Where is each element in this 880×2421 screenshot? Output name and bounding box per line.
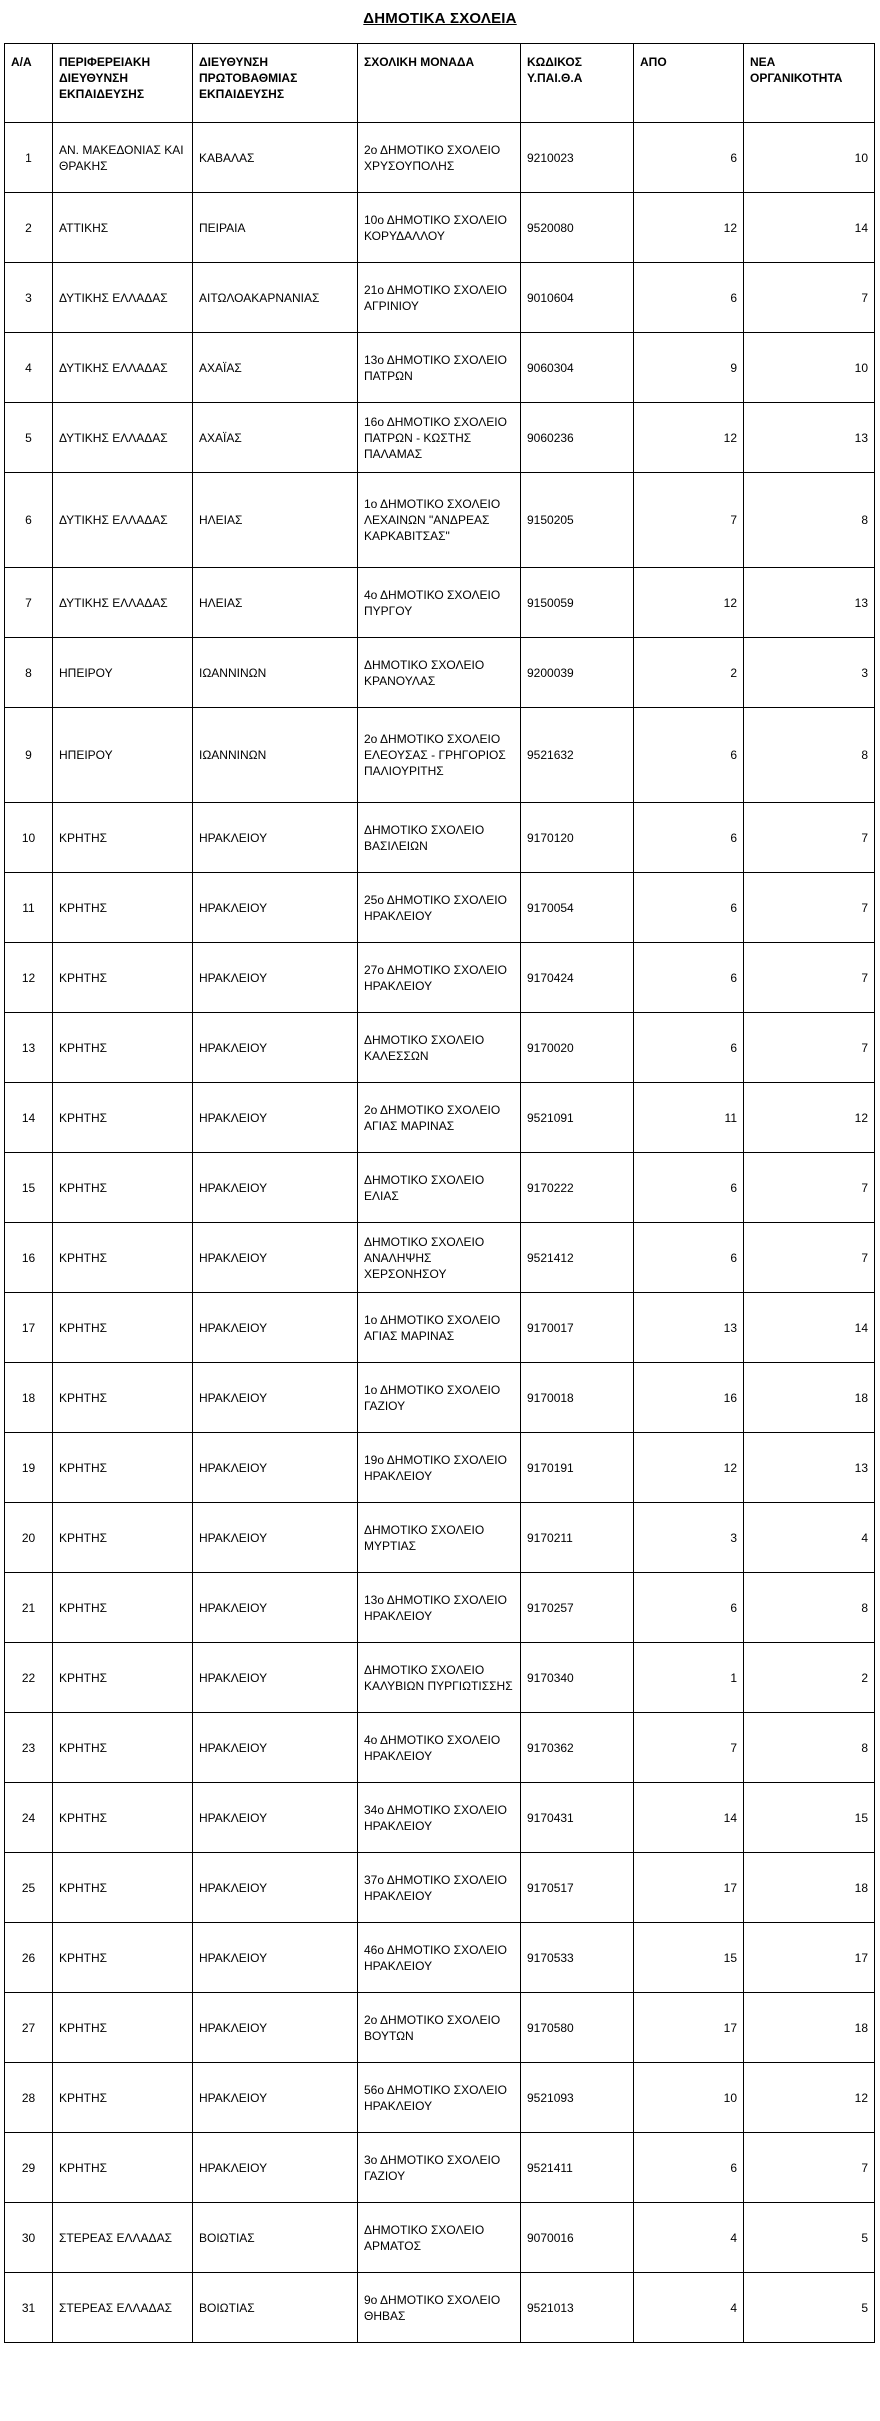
- cell-code: 9170362: [521, 1713, 634, 1783]
- cell-new: 4: [744, 1503, 875, 1573]
- cell-directorate: ΗΡΑΚΛΕΙΟΥ: [193, 1783, 358, 1853]
- table-row: [5, 638, 875, 708]
- cell-aa: 9: [5, 708, 53, 803]
- cell-aa: 23: [5, 1713, 53, 1783]
- cell-from: 12: [634, 403, 744, 473]
- cell-new: 8: [744, 1713, 875, 1783]
- cell-directorate: ΗΡΑΚΛΕΙΟΥ: [193, 1643, 358, 1713]
- cell-from: 6: [634, 123, 744, 193]
- cell-code: 9150059: [521, 568, 634, 638]
- cell-code: 9170020: [521, 1013, 634, 1083]
- cell-code: 9060304: [521, 333, 634, 403]
- cell-school: 13ο ΔΗΜΟΤΙΚΟ ΣΧΟΛΕΙΟ ΠΑΤΡΩΝ: [358, 333, 521, 403]
- cell-from: 6: [634, 1153, 744, 1223]
- table-row: [5, 403, 875, 473]
- cell-new: 7: [744, 943, 875, 1013]
- table-row: [5, 1433, 875, 1503]
- cell-region: ΔΥΤΙΚΗΣ ΕΛΛΑΔΑΣ: [53, 263, 193, 333]
- cell-region: ΑΤΤΙΚΗΣ: [53, 193, 193, 263]
- cell-region: ΚΡΗΤΗΣ: [53, 1153, 193, 1223]
- header-new: ΝΕΑ ΟΡΓΑΝΙΚΟΤΗΤΑ: [744, 44, 875, 123]
- cell-aa: 16: [5, 1223, 53, 1293]
- table-row: [5, 1503, 875, 1573]
- cell-aa: 10: [5, 803, 53, 873]
- cell-school: 2ο ΔΗΜΟΤΙΚΟ ΣΧΟΛΕΙΟ ΒΟΥΤΩΝ: [358, 1993, 521, 2063]
- cell-from: 4: [634, 2203, 744, 2273]
- cell-aa: 12: [5, 943, 53, 1013]
- cell-school: ΔΗΜΟΤΙΚΟ ΣΧΟΛΕΙΟ ΕΛΙΑΣ: [358, 1153, 521, 1223]
- cell-school: 1ο ΔΗΜΟΤΙΚΟ ΣΧΟΛΕΙΟ ΑΓΙΑΣ ΜΑΡΙΝΑΣ: [358, 1293, 521, 1363]
- cell-aa: 28: [5, 2063, 53, 2133]
- cell-region: ΚΡΗΤΗΣ: [53, 1713, 193, 1783]
- cell-directorate: ΗΡΑΚΛΕΙΟΥ: [193, 1993, 358, 2063]
- cell-aa: 8: [5, 638, 53, 708]
- table-row: [5, 1153, 875, 1223]
- cell-from: 6: [634, 1573, 744, 1643]
- cell-directorate: ΗΡΑΚΛΕΙΟΥ: [193, 1503, 358, 1573]
- cell-region: ΚΡΗΤΗΣ: [53, 1643, 193, 1713]
- cell-code: 9521093: [521, 2063, 634, 2133]
- cell-school: 27ο ΔΗΜΟΤΙΚΟ ΣΧΟΛΕΙΟ ΗΡΑΚΛΕΙΟΥ: [358, 943, 521, 1013]
- cell-from: 13: [634, 1293, 744, 1363]
- table-row: [5, 2063, 875, 2133]
- cell-directorate: ΗΛΕΙΑΣ: [193, 568, 358, 638]
- cell-directorate: ΑΧΑΪΑΣ: [193, 333, 358, 403]
- cell-school: 37ο ΔΗΜΟΤΙΚΟ ΣΧΟΛΕΙΟ ΗΡΑΚΛΕΙΟΥ: [358, 1853, 521, 1923]
- cell-new: 7: [744, 1223, 875, 1293]
- cell-directorate: ΗΡΑΚΛΕΙΟΥ: [193, 1923, 358, 1993]
- table-row: [5, 1713, 875, 1783]
- cell-new: 8: [744, 473, 875, 568]
- cell-school: 10ο ΔΗΜΟΤΙΚΟ ΣΧΟΛΕΙΟ ΚΟΡΥΔΑΛΛΟΥ: [358, 193, 521, 263]
- cell-from: 12: [634, 568, 744, 638]
- cell-school: ΔΗΜΟΤΙΚΟ ΣΧΟΛΕΙΟ ΚΑΛΕΣΣΩΝ: [358, 1013, 521, 1083]
- cell-new: 7: [744, 1153, 875, 1223]
- cell-aa: 14: [5, 1083, 53, 1153]
- cell-aa: 22: [5, 1643, 53, 1713]
- table-row: [5, 943, 875, 1013]
- cell-from: 7: [634, 1713, 744, 1783]
- cell-code: 9170533: [521, 1923, 634, 1993]
- cell-region: ΚΡΗΤΗΣ: [53, 943, 193, 1013]
- cell-directorate: ΗΡΑΚΛΕΙΟΥ: [193, 1223, 358, 1293]
- cell-code: 9521411: [521, 2133, 634, 2203]
- cell-new: 13: [744, 403, 875, 473]
- cell-directorate: ΗΡΑΚΛΕΙΟΥ: [193, 1153, 358, 1223]
- cell-aa: 30: [5, 2203, 53, 2273]
- cell-directorate: ΗΡΑΚΛΕΙΟΥ: [193, 1363, 358, 1433]
- cell-code: 9170340: [521, 1643, 634, 1713]
- cell-from: 10: [634, 2063, 744, 2133]
- cell-code: 9170431: [521, 1783, 634, 1853]
- cell-school: ΔΗΜΟΤΙΚΟ ΣΧΟΛΕΙΟ ΑΝΑΛΗΨΗΣ ΧΕΡΣΟΝΗΣΟΥ: [358, 1223, 521, 1293]
- cell-school: 46ο ΔΗΜΟΤΙΚΟ ΣΧΟΛΕΙΟ ΗΡΑΚΛΕΙΟΥ: [358, 1923, 521, 1993]
- table-row: [5, 803, 875, 873]
- cell-code: 9170580: [521, 1993, 634, 2063]
- header-directorate: ΔΙΕΥΘΥΝΣΗ ΠΡΩΤΟΒΑΘΜΙΑΣ ΕΚΠΑΙΔΕΥΣΗΣ: [193, 44, 358, 123]
- cell-from: 6: [634, 2133, 744, 2203]
- cell-new: 18: [744, 1853, 875, 1923]
- cell-aa: 19: [5, 1433, 53, 1503]
- cell-from: 4: [634, 2273, 744, 2343]
- cell-new: 14: [744, 193, 875, 263]
- cell-code: 9150205: [521, 473, 634, 568]
- table-row: [5, 1293, 875, 1363]
- cell-new: 7: [744, 873, 875, 943]
- cell-region: ΚΡΗΤΗΣ: [53, 2063, 193, 2133]
- cell-school: 4ο ΔΗΜΟΤΙΚΟ ΣΧΟΛΕΙΟ ΠΥΡΓΟΥ: [358, 568, 521, 638]
- cell-school: 21ο ΔΗΜΟΤΙΚΟ ΣΧΟΛΕΙΟ ΑΓΡΙΝΙΟΥ: [358, 263, 521, 333]
- cell-directorate: ΗΡΑΚΛΕΙΟΥ: [193, 1573, 358, 1643]
- cell-directorate: ΗΡΑΚΛΕΙΟΥ: [193, 2063, 358, 2133]
- cell-new: 7: [744, 2133, 875, 2203]
- table-row: [5, 1993, 875, 2063]
- cell-aa: 11: [5, 873, 53, 943]
- cell-region: ΑΝ. ΜΑΚΕΔΟΝΙΑΣ ΚΑΙ ΘΡΑΚΗΣ: [53, 123, 193, 193]
- cell-directorate: ΗΡΑΚΛΕΙΟΥ: [193, 873, 358, 943]
- cell-directorate: ΗΡΑΚΛΕΙΟΥ: [193, 1433, 358, 1503]
- cell-from: 1: [634, 1643, 744, 1713]
- cell-directorate: ΙΩΑΝΝΙΝΩΝ: [193, 638, 358, 708]
- cell-region: ΚΡΗΤΗΣ: [53, 1993, 193, 2063]
- cell-code: 9170120: [521, 803, 634, 873]
- cell-code: 9070016: [521, 2203, 634, 2273]
- cell-school: ΔΗΜΟΤΙΚΟ ΣΧΟΛΕΙΟ ΚΑΛΥΒΙΩΝ ΠΥΡΓΙΩΤΙΣΣΗΣ: [358, 1643, 521, 1713]
- cell-code: 9170191: [521, 1433, 634, 1503]
- table-row: [5, 708, 875, 803]
- table-header-row: [5, 44, 875, 123]
- table-row: [5, 333, 875, 403]
- cell-new: 13: [744, 568, 875, 638]
- cell-new: 3: [744, 638, 875, 708]
- cell-new: 18: [744, 1993, 875, 2063]
- table-row: [5, 1573, 875, 1643]
- cell-aa: 25: [5, 1853, 53, 1923]
- cell-region: ΚΡΗΤΗΣ: [53, 1853, 193, 1923]
- table-row: [5, 2273, 875, 2343]
- cell-from: 6: [634, 803, 744, 873]
- cell-aa: 6: [5, 473, 53, 568]
- cell-region: ΚΡΗΤΗΣ: [53, 1923, 193, 1993]
- table-row: [5, 473, 875, 568]
- cell-new: 10: [744, 333, 875, 403]
- cell-region: ΚΡΗΤΗΣ: [53, 803, 193, 873]
- cell-directorate: ΗΡΑΚΛΕΙΟΥ: [193, 1083, 358, 1153]
- cell-code: 9170054: [521, 873, 634, 943]
- table-row: [5, 1223, 875, 1293]
- cell-school: 4ο ΔΗΜΟΤΙΚΟ ΣΧΟΛΕΙΟ ΗΡΑΚΛΕΙΟΥ: [358, 1713, 521, 1783]
- table-row: [5, 568, 875, 638]
- cell-directorate: ΗΛΕΙΑΣ: [193, 473, 358, 568]
- cell-from: 12: [634, 1433, 744, 1503]
- table-row: [5, 1783, 875, 1853]
- table-row: [5, 2203, 875, 2273]
- cell-region: ΚΡΗΤΗΣ: [53, 873, 193, 943]
- cell-new: 14: [744, 1293, 875, 1363]
- cell-aa: 1: [5, 123, 53, 193]
- cell-code: 9521412: [521, 1223, 634, 1293]
- cell-school: 16ο ΔΗΜΟΤΙΚΟ ΣΧΟΛΕΙΟ ΠΑΤΡΩΝ - ΚΩΣΤΗΣ ΠΑΛΑΜΑΣ: [358, 403, 521, 473]
- cell-aa: 27: [5, 1993, 53, 2063]
- cell-code: 9521091: [521, 1083, 634, 1153]
- cell-school: ΔΗΜΟΤΙΚΟ ΣΧΟΛΕΙΟ ΒΑΣΙΛΕΙΩΝ: [358, 803, 521, 873]
- cell-new: 2: [744, 1643, 875, 1713]
- cell-code: 9170222: [521, 1153, 634, 1223]
- cell-aa: 7: [5, 568, 53, 638]
- cell-aa: 20: [5, 1503, 53, 1573]
- cell-aa: 13: [5, 1013, 53, 1083]
- cell-directorate: ΠΕΙΡΑΙΑ: [193, 193, 358, 263]
- cell-aa: 4: [5, 333, 53, 403]
- cell-directorate: ΙΩΑΝΝΙΝΩΝ: [193, 708, 358, 803]
- table-row: [5, 123, 875, 193]
- cell-aa: 2: [5, 193, 53, 263]
- cell-aa: 17: [5, 1293, 53, 1363]
- cell-directorate: ΗΡΑΚΛΕΙΟΥ: [193, 803, 358, 873]
- cell-school: 2ο ΔΗΜΟΤΙΚΟ ΣΧΟΛΕΙΟ ΑΓΙΑΣ ΜΑΡΙΝΑΣ: [358, 1083, 521, 1153]
- cell-region: ΚΡΗΤΗΣ: [53, 1223, 193, 1293]
- cell-code: 9521013: [521, 2273, 634, 2343]
- cell-school: 56ο ΔΗΜΟΤΙΚΟ ΣΧΟΛΕΙΟ ΗΡΑΚΛΕΙΟΥ: [358, 2063, 521, 2133]
- cell-new: 15: [744, 1783, 875, 1853]
- cell-region: ΚΡΗΤΗΣ: [53, 1293, 193, 1363]
- cell-region: ΚΡΗΤΗΣ: [53, 2133, 193, 2203]
- cell-new: 17: [744, 1923, 875, 1993]
- cell-from: 17: [634, 1853, 744, 1923]
- cell-directorate: ΗΡΑΚΛΕΙΟΥ: [193, 1853, 358, 1923]
- table-row: [5, 873, 875, 943]
- cell-new: 10: [744, 123, 875, 193]
- cell-from: 7: [634, 473, 744, 568]
- cell-new: 13: [744, 1433, 875, 1503]
- cell-new: 18: [744, 1363, 875, 1433]
- table-row: [5, 2133, 875, 2203]
- cell-code: 9170257: [521, 1573, 634, 1643]
- table-row: [5, 1643, 875, 1713]
- header-aa: Α/Α: [5, 44, 53, 123]
- cell-region: ΚΡΗΤΗΣ: [53, 1503, 193, 1573]
- cell-school: ΔΗΜΟΤΙΚΟ ΣΧΟΛΕΙΟ ΚΡΑΝΟΥΛΑΣ: [358, 638, 521, 708]
- header-from: ΑΠΟ: [634, 44, 744, 123]
- cell-directorate: ΚΑΒΑΛΑΣ: [193, 123, 358, 193]
- cell-directorate: ΗΡΑΚΛΕΙΟΥ: [193, 1013, 358, 1083]
- header-school: ΣΧΟΛΙΚΗ ΜΟΝΑΔΑ: [358, 44, 521, 123]
- cell-region: ΚΡΗΤΗΣ: [53, 1363, 193, 1433]
- cell-new: 5: [744, 2273, 875, 2343]
- cell-school: ΔΗΜΟΤΙΚΟ ΣΧΟΛΕΙΟ ΑΡΜΑΤΟΣ: [358, 2203, 521, 2273]
- cell-directorate: ΑΙΤΩΛΟΑΚΑΡΝΑΝΙΑΣ: [193, 263, 358, 333]
- cell-code: 9210023: [521, 123, 634, 193]
- cell-code: 9170211: [521, 1503, 634, 1573]
- cell-from: 3: [634, 1503, 744, 1573]
- cell-region: ΗΠΕΙΡΟΥ: [53, 708, 193, 803]
- cell-region: ΣΤΕΡΕΑΣ ΕΛΛΑΔΑΣ: [53, 2273, 193, 2343]
- cell-from: 6: [634, 1013, 744, 1083]
- cell-new: 8: [744, 1573, 875, 1643]
- cell-from: 12: [634, 193, 744, 263]
- cell-new: 5: [744, 2203, 875, 2273]
- cell-from: 11: [634, 1083, 744, 1153]
- cell-new: 7: [744, 263, 875, 333]
- cell-from: 17: [634, 1993, 744, 2063]
- cell-directorate: ΒΟΙΩΤΙΑΣ: [193, 2203, 358, 2273]
- cell-new: 8: [744, 708, 875, 803]
- cell-school: 1ο ΔΗΜΟΤΙΚΟ ΣΧΟΛΕΙΟ ΛΕΧΑΙΝΩΝ "ΑΝΔΡΕΑΣ ΚΑΡΚΑΒΙΤΣΑΣ": [358, 473, 521, 568]
- table-body: [5, 123, 875, 2343]
- cell-code: 9010604: [521, 263, 634, 333]
- cell-aa: 5: [5, 403, 53, 473]
- cell-from: 2: [634, 638, 744, 708]
- cell-code: 9060236: [521, 403, 634, 473]
- cell-directorate: ΗΡΑΚΛΕΙΟΥ: [193, 1713, 358, 1783]
- table-row: [5, 1083, 875, 1153]
- cell-region: ΚΡΗΤΗΣ: [53, 1783, 193, 1853]
- header-code: ΚΩΔΙΚΟΣ Υ.ΠΑΙ.Θ.Α: [521, 44, 634, 123]
- cell-new: 12: [744, 1083, 875, 1153]
- cell-region: ΔΥΤΙΚΗΣ ΕΛΛΑΔΑΣ: [53, 568, 193, 638]
- table-row: [5, 1923, 875, 1993]
- cell-directorate: ΗΡΑΚΛΕΙΟΥ: [193, 1293, 358, 1363]
- table-row: [5, 1853, 875, 1923]
- header-region: ΠΕΡΙΦΕΡΕΙΑΚΗ ΔΙΕΥΘΥΝΣΗ ΕΚΠΑΙΔΕΥΣΗΣ: [53, 44, 193, 123]
- cell-school: 9ο ΔΗΜΟΤΙΚΟ ΣΧΟΛΕΙΟ ΘΗΒΑΣ: [358, 2273, 521, 2343]
- cell-region: ΚΡΗΤΗΣ: [53, 1573, 193, 1643]
- cell-aa: 31: [5, 2273, 53, 2343]
- table-row: [5, 193, 875, 263]
- cell-code: 9521632: [521, 708, 634, 803]
- cell-from: 14: [634, 1783, 744, 1853]
- cell-school: 2ο ΔΗΜΟΤΙΚΟ ΣΧΟΛΕΙΟ ΕΛΕΟΥΣΑΣ - ΓΡΗΓΟΡΙΟΣ ΠΑΛΙΟΥΡΙΤΗΣ: [358, 708, 521, 803]
- cell-from: 6: [634, 943, 744, 1013]
- page-title: ΔΗΜΟΤΙΚΑ ΣΧΟΛΕΙΑ: [363, 10, 517, 27]
- cell-new: 7: [744, 1013, 875, 1083]
- cell-region: ΚΡΗΤΗΣ: [53, 1013, 193, 1083]
- cell-from: 9: [634, 333, 744, 403]
- cell-aa: 15: [5, 1153, 53, 1223]
- cell-region: ΔΥΤΙΚΗΣ ΕΛΛΑΔΑΣ: [53, 403, 193, 473]
- cell-region: ΔΥΤΙΚΗΣ ΕΛΛΑΔΑΣ: [53, 333, 193, 403]
- cell-school: 19ο ΔΗΜΟΤΙΚΟ ΣΧΟΛΕΙΟ ΗΡΑΚΛΕΙΟΥ: [358, 1433, 521, 1503]
- schools-table: [4, 43, 875, 2343]
- cell-directorate: ΗΡΑΚΛΕΙΟΥ: [193, 2133, 358, 2203]
- cell-from: 6: [634, 873, 744, 943]
- cell-region: ΚΡΗΤΗΣ: [53, 1433, 193, 1503]
- cell-code: 9170424: [521, 943, 634, 1013]
- cell-new: 12: [744, 2063, 875, 2133]
- table-row: [5, 1013, 875, 1083]
- cell-from: 16: [634, 1363, 744, 1433]
- cell-directorate: ΒΟΙΩΤΙΑΣ: [193, 2273, 358, 2343]
- table-row: [5, 263, 875, 333]
- table-row: [5, 1363, 875, 1433]
- cell-school: ΔΗΜΟΤΙΚΟ ΣΧΟΛΕΙΟ ΜΥΡΤΙΑΣ: [358, 1503, 521, 1573]
- cell-code: 9170517: [521, 1853, 634, 1923]
- cell-region: ΔΥΤΙΚΗΣ ΕΛΛΑΔΑΣ: [53, 473, 193, 568]
- cell-directorate: ΑΧΑΪΑΣ: [193, 403, 358, 473]
- cell-directorate: ΗΡΑΚΛΕΙΟΥ: [193, 943, 358, 1013]
- cell-aa: 26: [5, 1923, 53, 1993]
- cell-school: 34ο ΔΗΜΟΤΙΚΟ ΣΧΟΛΕΙΟ ΗΡΑΚΛΕΙΟΥ: [358, 1783, 521, 1853]
- cell-code: 9170018: [521, 1363, 634, 1433]
- cell-aa: 18: [5, 1363, 53, 1433]
- cell-new: 7: [744, 803, 875, 873]
- cell-from: 6: [634, 708, 744, 803]
- cell-region: ΣΤΕΡΕΑΣ ΕΛΛΑΔΑΣ: [53, 2203, 193, 2273]
- cell-from: 6: [634, 263, 744, 333]
- cell-aa: 3: [5, 263, 53, 333]
- cell-school: 25ο ΔΗΜΟΤΙΚΟ ΣΧΟΛΕΙΟ ΗΡΑΚΛΕΙΟΥ: [358, 873, 521, 943]
- cell-region: ΗΠΕΙΡΟΥ: [53, 638, 193, 708]
- cell-school: 2ο ΔΗΜΟΤΙΚΟ ΣΧΟΛΕΙΟ ΧΡΥΣΟΥΠΟΛΗΣ: [358, 123, 521, 193]
- cell-school: 3ο ΔΗΜΟΤΙΚΟ ΣΧΟΛΕΙΟ ΓΑΖΙΟΥ: [358, 2133, 521, 2203]
- cell-school: 13ο ΔΗΜΟΤΙΚΟ ΣΧΟΛΕΙΟ ΗΡΑΚΛΕΙΟΥ: [358, 1573, 521, 1643]
- cell-school: 1ο ΔΗΜΟΤΙΚΟ ΣΧΟΛΕΙΟ ΓΑΖΙΟΥ: [358, 1363, 521, 1433]
- cell-aa: 24: [5, 1783, 53, 1853]
- cell-from: 15: [634, 1923, 744, 1993]
- cell-code: 9170017: [521, 1293, 634, 1363]
- cell-region: ΚΡΗΤΗΣ: [53, 1083, 193, 1153]
- cell-from: 6: [634, 1223, 744, 1293]
- cell-code: 9200039: [521, 638, 634, 708]
- cell-code: 9520080: [521, 193, 634, 263]
- cell-aa: 21: [5, 1573, 53, 1643]
- cell-aa: 29: [5, 2133, 53, 2203]
